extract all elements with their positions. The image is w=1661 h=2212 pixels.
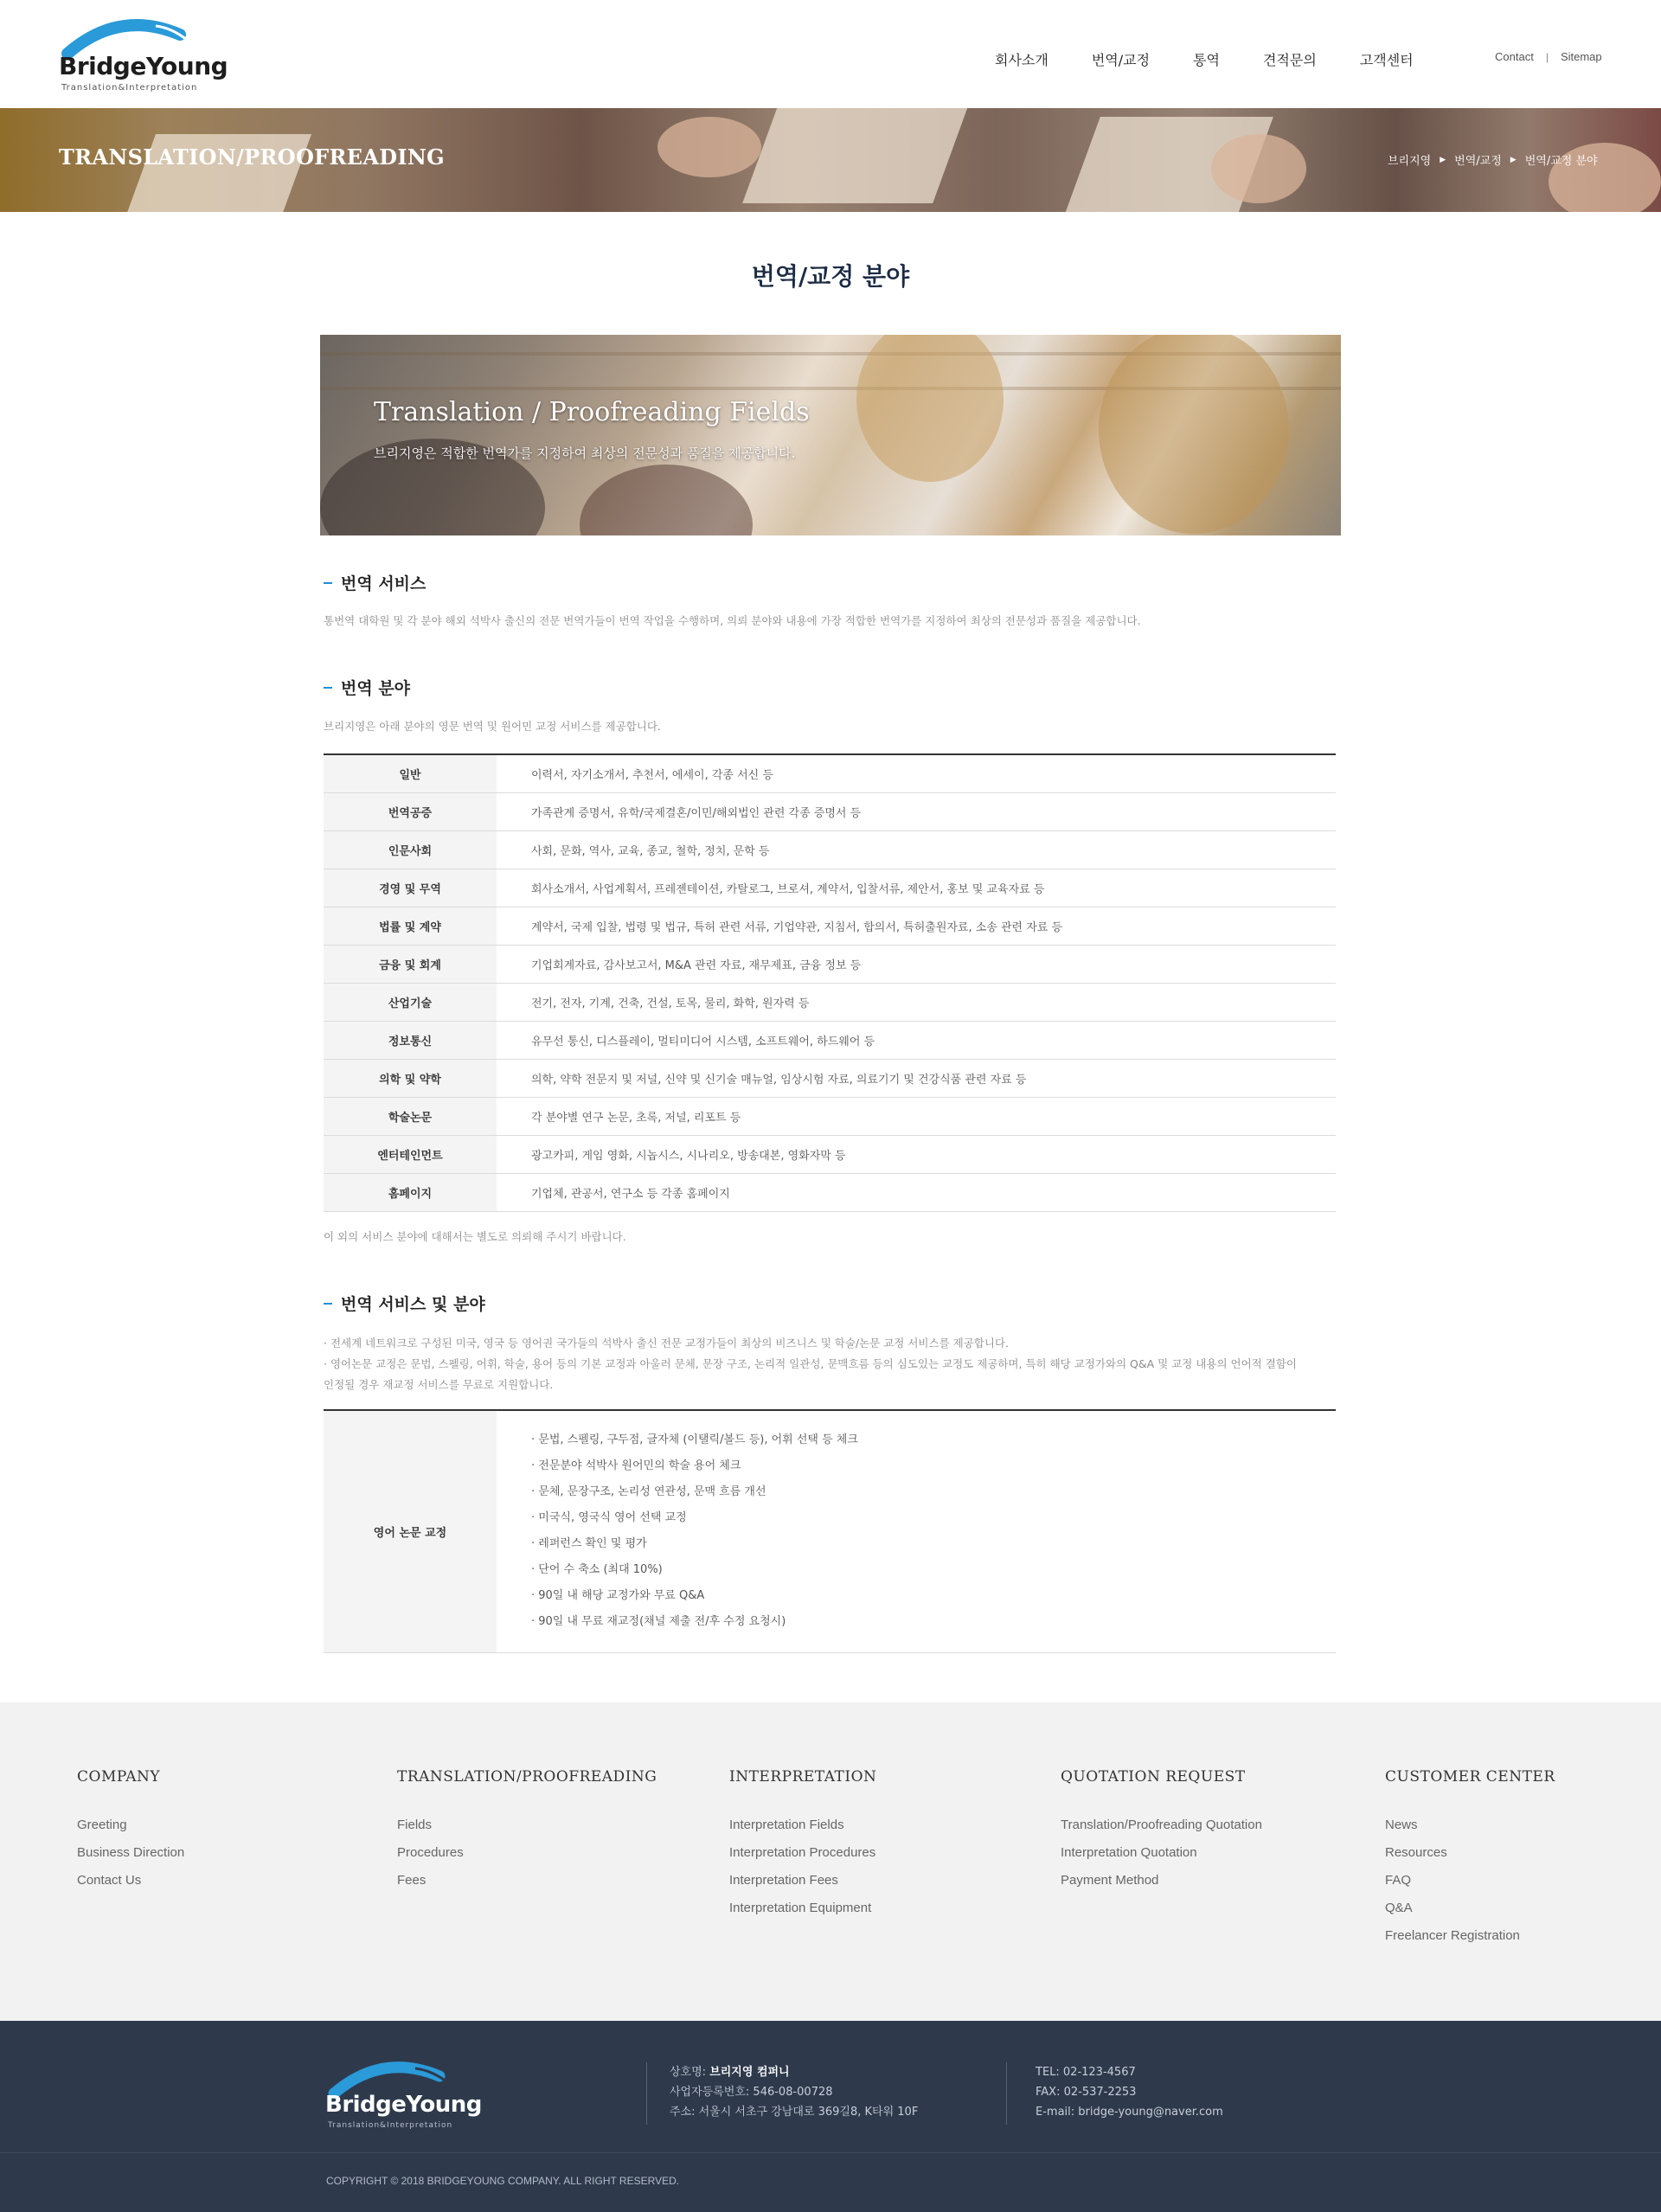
footer-link[interactable]: Resources bbox=[1385, 1845, 1447, 1860]
main-nav bbox=[995, 49, 1457, 69]
footer-link[interactable]: Contact Us bbox=[77, 1873, 142, 1888]
company-address: 주소: 서울시 서초구 강남대로 369길8, K타워 10F bbox=[670, 2106, 919, 2119]
breadcrumb-item-current[interactable]: 번역/교정 분야 bbox=[1524, 155, 1598, 168]
footer-link[interactable]: Procedures bbox=[397, 1845, 464, 1860]
list-item: · 전문분야 석박사 원어민의 학술 용어 체크 bbox=[531, 1459, 741, 1473]
proofreading-table bbox=[324, 1409, 1336, 1653]
row-desc: 기업회계자료, 감사보고서, M&A 관련 자료, 재무제표, 금융 정보 등 bbox=[497, 945, 1336, 983]
nav-item-interpretation[interactable]: 통역 bbox=[1193, 52, 1220, 68]
table-row bbox=[324, 869, 1336, 907]
section-heading-translation-fields bbox=[324, 676, 410, 699]
table-row bbox=[324, 1410, 1336, 1652]
footer-col-translation bbox=[397, 1768, 657, 1895]
row-desc: 의학, 약학 전문지 및 저널, 신약 및 신기술 매뉴얼, 임상시험 자료, 의료기기 및 건강식품 관련 자료 등 bbox=[497, 1059, 1336, 1097]
row-label: 번역공증 bbox=[324, 792, 497, 830]
util-separator: | bbox=[1545, 50, 1549, 63]
list-item: · 90일 내 무료 재교정(채널 제출 전/후 수정 요청시) bbox=[531, 1615, 786, 1629]
row-desc: 전기, 전자, 기계, 건축, 건설, 토목, 물리, 화학, 원자력 등 bbox=[497, 983, 1336, 1021]
section-note: 이 외의 서비스 분야에 대해서는 별도로 의뢰해 주시기 바랍니다. bbox=[324, 1230, 626, 1243]
company-name-label: 상호명: bbox=[670, 2066, 710, 2079]
row-label: 정보통신 bbox=[324, 1021, 497, 1059]
business-number: 사업자등록번호: 546-08-00728 bbox=[670, 2086, 833, 2099]
page-title: 번역/교정 분야 bbox=[751, 262, 910, 291]
table-row bbox=[324, 945, 1336, 983]
row-desc bbox=[497, 1410, 1336, 1652]
section-heading-text: 번역 서비스 및 분야 bbox=[341, 1295, 485, 1314]
row-label: 일반 bbox=[324, 754, 497, 792]
banner-photo-student-2 bbox=[1099, 335, 1289, 534]
row-label: 학술논문 bbox=[324, 1097, 497, 1135]
row-label: 산업기술 bbox=[324, 983, 497, 1021]
footer-col-quotation bbox=[1061, 1768, 1262, 1895]
content-banner bbox=[320, 335, 1341, 535]
footer-link[interactable]: Translation/Proofreading Quotation bbox=[1061, 1818, 1262, 1832]
table-row bbox=[324, 1059, 1336, 1097]
footer-col-heading: TRANSLATION/PROOFREADING bbox=[397, 1768, 657, 1786]
section-line: · 전세계 네트워크로 구성된 미국, 영국 등 영어권 국가들의 석박사 출신 전문 교정가들이 최상의 비즈니스 및 학술/논문 교정 서비스를 제공합니다. bbox=[324, 1337, 1009, 1350]
row-desc: 회사소개서, 사업계획서, 프레젠테이션, 카탈로그, 브로셔, 계약서, 입찰서류, 제안서, 홍보 및 교육자료 등 bbox=[497, 869, 1336, 907]
nav-item-customer-center[interactable]: 고객센터 bbox=[1359, 52, 1414, 68]
sub-visual-title: TRANSLATION/PROOFREADING bbox=[59, 144, 445, 170]
footer-fax: FAX: 02-537-2253 bbox=[1036, 2086, 1137, 2099]
banner-photo-student bbox=[856, 335, 1004, 482]
section-line: · 영어논문 교정은 문법, 스펠링, 어휘, 학술, 용어 등의 기본 교정과 아울러 문체, 문장 구조, 논리적 일관성, 문맥흐름 등의 심도있는 교정도 제공하며, 특히 해당 교정가와의 Q&A 및 교정 내용의 언어적 결함이 bbox=[324, 1357, 1297, 1370]
row-label: 영어 논문 교정 bbox=[324, 1410, 497, 1652]
list-item: · 문법, 스펠링, 구두점, 글자체 (이탤릭/볼드 등), 어휘 선택 등 체크 bbox=[531, 1433, 858, 1447]
footer-link[interactable]: Fields bbox=[397, 1818, 433, 1832]
banner-title: Translation / Proofreading Fields bbox=[374, 397, 810, 427]
row-label: 엔터테인먼트 bbox=[324, 1135, 497, 1173]
sub-visual-banner bbox=[0, 108, 1661, 212]
section-text: 통번역 대학원 및 각 분야 해외 석박사 출신의 전문 번역가들이 번역 작업을 수행하며, 의뢰 분야와 내용에 가장 적합한 번역가를 지정하여 최상의 전문성과 품질을 제공합니다. bbox=[324, 614, 1141, 627]
fields-table bbox=[324, 753, 1336, 1212]
footer-logo-tagline: Translation&Interpretation bbox=[328, 2121, 453, 2130]
row-desc: 기업체, 관공서, 연구소 등 각종 홈페이지 bbox=[497, 1173, 1336, 1211]
contact-link[interactable]: Contact bbox=[1495, 50, 1534, 63]
footer-col-heading: INTERPRETATION bbox=[729, 1768, 877, 1786]
dash-icon bbox=[324, 582, 332, 584]
row-desc: 사회, 문화, 역사, 교육, 종교, 철학, 정치, 문학 등 bbox=[497, 830, 1336, 869]
site-footer bbox=[0, 2021, 1661, 2212]
footer-col-heading: COMPANY bbox=[77, 1768, 161, 1786]
footer-link[interactable]: Interpretation Fields bbox=[729, 1818, 844, 1832]
footer-sitemap bbox=[0, 1702, 1661, 2021]
footer-link[interactable]: News bbox=[1385, 1818, 1418, 1832]
row-desc: 광고카피, 게임 영화, 시놉시스, 시나리오, 방송대본, 영화자막 등 bbox=[497, 1135, 1336, 1173]
footer-link[interactable]: Payment Method bbox=[1061, 1873, 1159, 1888]
banner-photo-hand-2 bbox=[1211, 134, 1306, 203]
footer-contact-info bbox=[1036, 2062, 1223, 2122]
nav-item-quotation[interactable]: 견적문의 bbox=[1262, 52, 1317, 68]
banner-photo-hand bbox=[657, 117, 761, 177]
row-label: 의학 및 약학 bbox=[324, 1059, 497, 1097]
row-label: 금융 및 회계 bbox=[324, 945, 497, 983]
footer-col-heading: QUOTATION REQUEST bbox=[1061, 1768, 1246, 1786]
footer-email[interactable]: E-mail: bridge-young@naver.com bbox=[1036, 2106, 1223, 2119]
table-row bbox=[324, 1021, 1336, 1059]
row-label: 경영 및 무역 bbox=[324, 869, 497, 907]
row-desc: 각 분야별 연구 논문, 초록, 저널, 리포트 등 bbox=[497, 1097, 1336, 1135]
footer-logo[interactable] bbox=[325, 2059, 482, 2130]
footer-col-heading: CUSTOMER CENTER bbox=[1385, 1768, 1555, 1786]
section-heading-translation-service bbox=[324, 571, 426, 594]
table-row bbox=[324, 754, 1336, 792]
logo[interactable] bbox=[59, 16, 228, 95]
table-row bbox=[324, 1135, 1336, 1173]
row-label: 홈페이지 bbox=[324, 1173, 497, 1211]
list-item: · 단어 수 축소 (최대 10%) bbox=[531, 1563, 663, 1577]
footer-divider bbox=[0, 2152, 1661, 2153]
logo-tagline: Translation&Interpretation bbox=[61, 83, 198, 93]
footer-col-customer-center bbox=[1385, 1768, 1555, 1950]
list-item: · 미국식, 영국식 영어 선택 교정 bbox=[531, 1511, 687, 1525]
list-item: · 레퍼런스 확인 및 평가 bbox=[531, 1537, 647, 1551]
footer-logo-name: BridgeYoung bbox=[325, 2092, 482, 2118]
footer-col-company bbox=[77, 1768, 184, 1895]
table-row bbox=[324, 1173, 1336, 1211]
logo-name: BridgeYoung bbox=[59, 52, 228, 80]
section-heading-text: 번역 서비스 bbox=[341, 574, 426, 593]
table-row bbox=[324, 1097, 1336, 1135]
table-row bbox=[324, 907, 1336, 945]
row-desc: 유무선 통신, 디스플레이, 멀티미디어 시스템, 소프트웨어, 하드웨어 등 bbox=[497, 1021, 1336, 1059]
proofreading-list bbox=[531, 1427, 1336, 1635]
footer-link[interactable]: Business Direction bbox=[77, 1845, 185, 1860]
section-heading-text: 번역 분야 bbox=[341, 679, 411, 698]
footer-link[interactable]: Interpretation Fees bbox=[729, 1873, 838, 1888]
table-row bbox=[324, 830, 1336, 869]
section-line: 인정될 경우 재교정 서비스를 무료로 지원합니다. bbox=[324, 1378, 554, 1391]
footer-col-interpretation bbox=[729, 1768, 876, 1922]
footer-link[interactable]: Interpretation Quotation bbox=[1061, 1845, 1197, 1860]
list-item: · 90일 내 해당 교정가와 무료 Q&A bbox=[531, 1589, 705, 1603]
table-row bbox=[324, 983, 1336, 1021]
row-desc: 이력서, 자기소개서, 추천서, 에세이, 각종 서신 등 bbox=[497, 754, 1336, 792]
footer-divider bbox=[1006, 2062, 1007, 2125]
footer-divider bbox=[646, 2062, 647, 2125]
row-label: 법률 및 계약 bbox=[324, 907, 497, 945]
section-intro: 브리지영은 아래 분야의 영문 번역 및 원어민 교정 서비스를 제공합니다. bbox=[324, 720, 661, 733]
list-item: · 문체, 문장구조, 논리성 연관성, 문맥 흐름 개선 bbox=[531, 1485, 766, 1499]
breadcrumb-item-home[interactable]: 브리지영 bbox=[1388, 155, 1432, 168]
company-name: 브리지영 컴퍼니 bbox=[709, 2066, 790, 2079]
footer-link[interactable]: Fees bbox=[397, 1873, 426, 1888]
footer-company-info bbox=[670, 2062, 918, 2122]
footer-link[interactable]: FAQ bbox=[1385, 1873, 1412, 1888]
site-header bbox=[0, 0, 1661, 108]
footer-link[interactable]: Q&A bbox=[1385, 1901, 1413, 1915]
nav-item-company[interactable]: 회사소개 bbox=[995, 52, 1049, 68]
breadcrumb-item-section[interactable]: 번역/교정 bbox=[1454, 155, 1502, 168]
breadcrumb bbox=[1388, 151, 1598, 168]
table-row bbox=[324, 792, 1336, 830]
footer-link[interactable]: Interpretation Equipment bbox=[729, 1901, 872, 1915]
company-name-line bbox=[670, 2062, 918, 2082]
banner-subtitle: 브리지영은 적합한 번역가를 지정하여 최상의 전문성과 품질을 제공합니다. bbox=[374, 446, 796, 461]
nav-item-translation[interactable]: 번역/교정 bbox=[1091, 52, 1151, 68]
dash-icon bbox=[324, 1303, 332, 1305]
banner-photo-paper bbox=[742, 108, 971, 203]
footer-tel: TEL: 02-123-4567 bbox=[1036, 2066, 1136, 2079]
sitemap-link[interactable]: Sitemap bbox=[1560, 50, 1602, 63]
chevron-right-icon: ▶ bbox=[1440, 155, 1446, 164]
dash-icon bbox=[324, 687, 332, 689]
banner-photo-shade bbox=[580, 465, 753, 535]
row-desc: 계약서, 국제 입찰, 법령 및 법규, 특허 관련 서류, 기업약관, 지침서, 합의서, 특허출원자료, 소송 관련 자료 등 bbox=[497, 907, 1336, 945]
utility-links bbox=[1495, 50, 1602, 63]
footer-link[interactable]: Interpretation Procedures bbox=[729, 1845, 876, 1860]
copyright: COPYRIGHT © 2018 BRIDGEYOUNG COMPANY. ALL RIGHT RESERVED. bbox=[326, 2175, 680, 2187]
footer-link[interactable]: Greeting bbox=[77, 1818, 127, 1832]
section-heading-proofreading bbox=[324, 1292, 485, 1315]
footer-link[interactable]: Freelancer Registration bbox=[1385, 1928, 1520, 1943]
row-desc: 가족관계 증명서, 유학/국제결혼/이민/해외법인 관련 각종 증명서 등 bbox=[497, 792, 1336, 830]
chevron-right-icon: ▶ bbox=[1510, 155, 1517, 164]
row-label: 인문사회 bbox=[324, 830, 497, 869]
